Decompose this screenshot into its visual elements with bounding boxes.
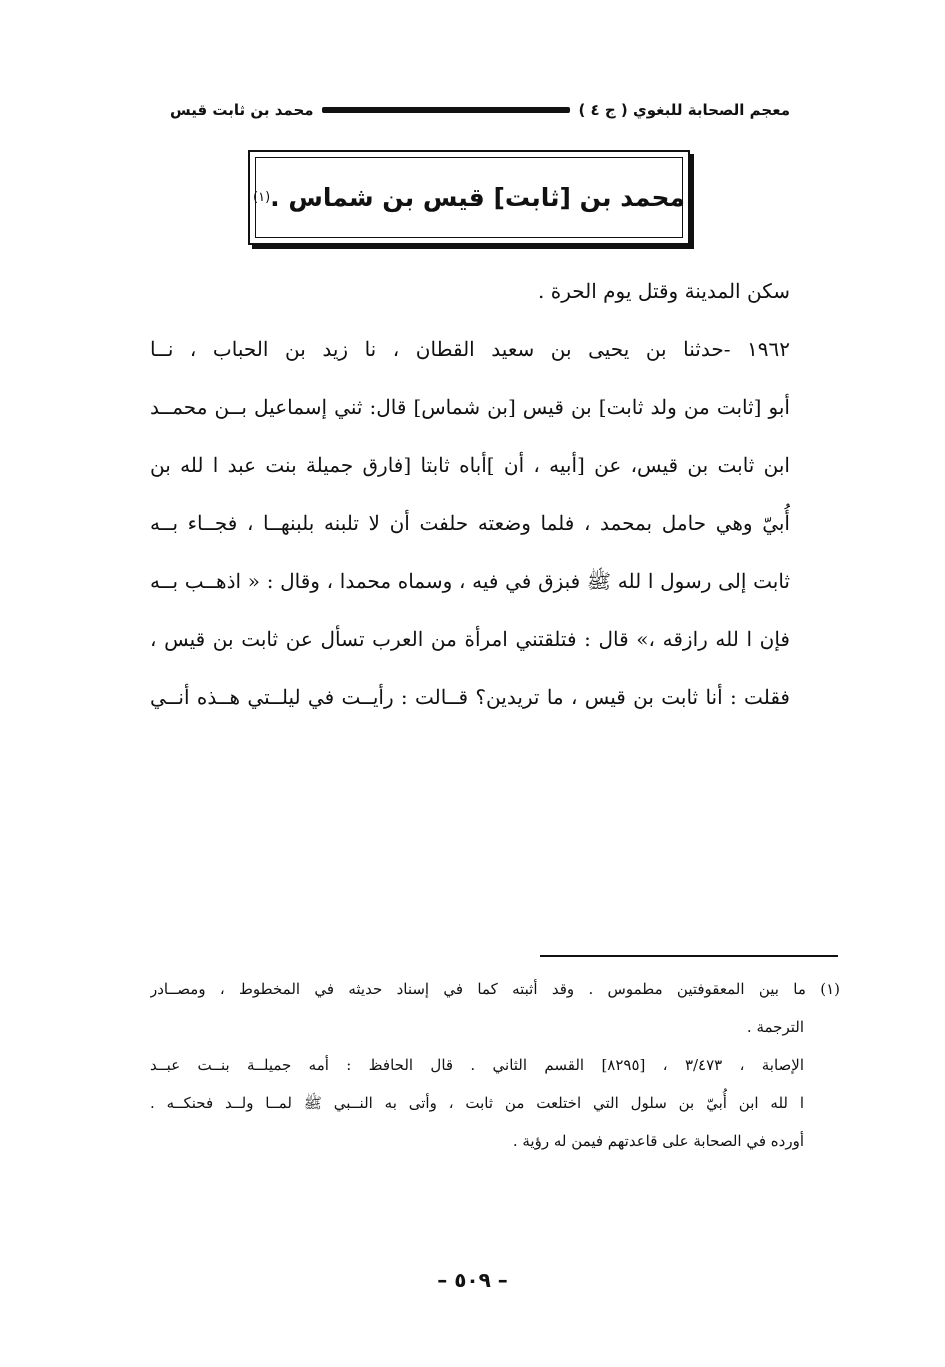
body-text	[150, 262, 790, 726]
footnote-line: الترجمة .	[746, 1018, 804, 1036]
body-line: ثابت إلى رسول ا لله ﷺ فبزق في فيه ، وسماه محمدا ، وقال : « اذهــب بــه	[150, 569, 790, 593]
footnote-separator	[540, 955, 838, 957]
footnote-line: ا لله ابن أُبيّ بن سلول التي اختلعت من ثابت ، وأتى به النــبي ﷺ لمــا ولــد فحنكــه .	[150, 1094, 804, 1112]
entry-title-frame	[248, 150, 690, 245]
body-line: ابن ثابت بن قيس، عن [أبيه ، أن ]أباه ثابتا [فارق جميلة بنت عبد ا لله بن	[150, 453, 790, 477]
running-header-topic: محمد بن ثابت قيس	[170, 101, 314, 119]
body-line: فقلت : أنا ثابت بن قيس ، ما تريدين؟ قــالت : رأيــت في ليلــتي هــذه أنــي	[150, 685, 790, 709]
page-number: – ٥٠٩ –	[437, 1268, 508, 1292]
footnote-line: الإصابة ، ٣/٤٧٣ ، [٨٢٩٥] القسم الثاني . قال الحافظ : أمه جميلــة بنــت عبــد	[150, 1056, 805, 1074]
running-header	[170, 95, 790, 125]
entry-title-footnote-ref: (١)	[253, 190, 271, 205]
running-header-rule	[322, 107, 571, 113]
footnote-line: أورده في الصحابة على قاعدتهم فيمن له رؤية .	[512, 1132, 804, 1150]
body-line: أبو [ثابت من ولد ثابت] بن قيس [بن شماس] قال: ثني إسماعيل بــن محمــد	[150, 395, 790, 419]
body-line: ١٩٦٢ -حدثنا بن يحيى بن سعيد القطان ، نا زيد بن الحباب ، نــا	[150, 337, 790, 361]
body-line: سكن المدينة وقتل يوم الحرة .	[538, 279, 790, 303]
running-header-book-title: معجم الصحابة للبغوي ( ج ٤ )	[578, 101, 790, 119]
footnotes	[150, 970, 840, 1160]
entry-title	[255, 157, 683, 238]
body-line: فإن ا لله رازقه ،» قال : فتلقتني امرأة من العرب تسأل عن ثابت بن قيس ،	[150, 627, 790, 651]
footnote-line: (١) ما بين المعقوفتين مطموس . وقد أثبته كما في إسناد حديثه في المخطوط ، ومصــادر	[150, 980, 840, 998]
body-line: أُبيّ وهي حامل بمحمد ، فلما وضعته حلفت أن لا تلبنه بلبنهــا ، فجــاء بــه	[150, 511, 790, 535]
entry-title-text: محمد بن [ثابت] قيس بن شماس .	[270, 183, 685, 212]
